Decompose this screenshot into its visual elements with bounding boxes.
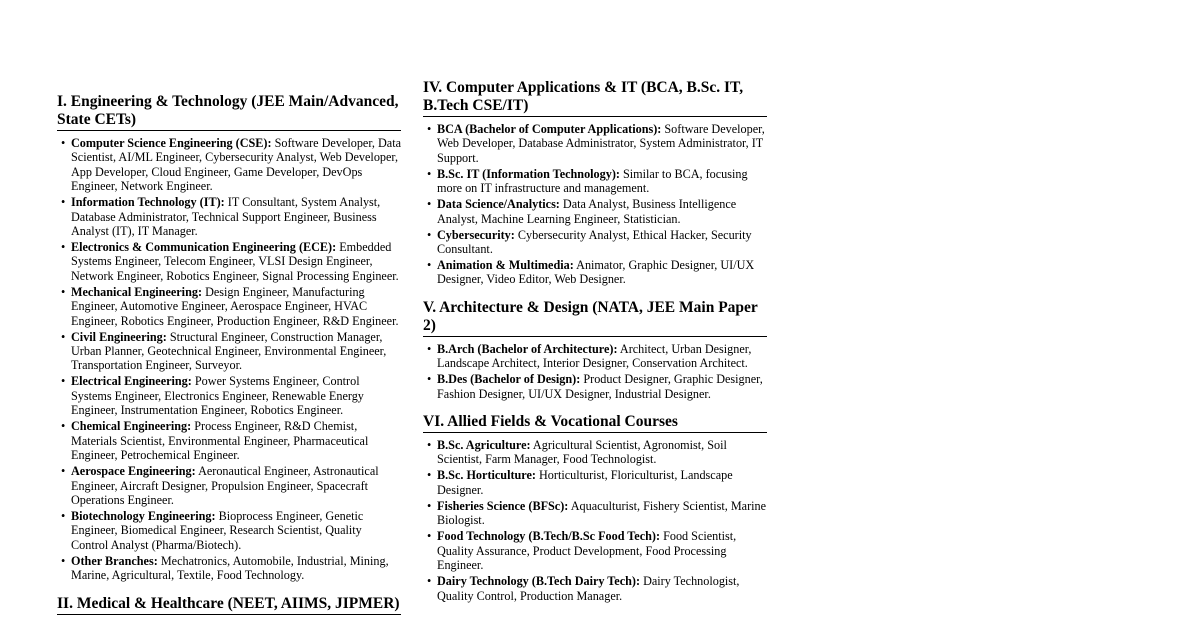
item-term: Chemical Engineering:: [71, 419, 192, 434]
item-description: Embedded Systems Engineer, Telecom Engineer, VLSI Design Engineer, Network Engineer, Robotics Engineer, Signal Processing Engineer.: [71, 240, 399, 283]
item-description: Software Developer, Data Scientist, AI/ML Engineer, Cybersecurity Analyst, Web Developer, App Developer, Cloud Engineer, Game Developer, DevOps Engineer, Network Engineer.: [71, 136, 401, 194]
item-description: Cybersecurity Analyst, Ethical Hacker, Security Consultant.: [437, 227, 752, 257]
item-term: Food Technology (B.Tech/B.Sc Food Tech):: [437, 529, 661, 544]
item-description: Data Analyst, Business Intelligence Analyst, Machine Learning Engineer, Statistician.: [437, 197, 737, 226]
item-description: Design Engineer, Manufacturing Engineer, Automotive Engineer, Aerospace Engineer, HVAC Engineer, Robotics Engineer, Production Engineer, R&D Engineer.: [71, 284, 399, 328]
bullet-icon: •: [427, 498, 432, 513]
list-item: [423, 228, 767, 257]
list-item: [57, 509, 401, 552]
list-item: [423, 574, 767, 603]
bullet-icon: •: [427, 529, 432, 544]
section-heading: IV. Computer Applications & IT (BCA, B.Sc. IT, B.Tech CSE/IT): [423, 79, 767, 117]
bullet-icon: •: [61, 240, 66, 255]
item-term: Electronics & Communication Engineering (ECE):: [71, 240, 337, 255]
item-description: Aquaculturist, Fishery Scientist, Marine Biologist.: [437, 498, 767, 528]
bullet-icon: •: [427, 122, 432, 136]
career-list: [423, 342, 767, 401]
item-description: Food Scientist, Quality Assurance, Product Development, Food Processing Engineer.: [437, 529, 737, 573]
bullet-icon: •: [61, 464, 66, 479]
list-item: [57, 419, 401, 462]
list-item: [423, 438, 767, 467]
section-vi-allied-fields-vocational-courses: [423, 413, 767, 603]
left-column: [57, 93, 401, 626]
item-description: Horticulturist, Floriculturist, Landscape Designer.: [437, 468, 733, 497]
career-list: [423, 122, 767, 287]
item-term: Data Science/Analytics:: [437, 197, 560, 212]
item-description: Process Engineer, R&D Chemist, Materials Scientist, Environmental Engineer, Pharmaceutical Engineer, Petrochemical Engineer.: [71, 419, 369, 463]
item-description: Dairy Technologist, Quality Control, Production Manager.: [437, 574, 740, 603]
bullet-icon: •: [427, 166, 432, 181]
item-term: B.Sc. IT (Information Technology):: [437, 166, 620, 181]
bullet-icon: •: [61, 419, 66, 434]
section-ii-medical-healthcare-neet-aiims-jipmer: [57, 595, 401, 615]
item-term: Information Technology (IT):: [71, 195, 225, 210]
item-term: Cybersecurity:: [437, 227, 515, 242]
bullet-icon: •: [427, 574, 432, 589]
item-term: Animation & Multimedia:: [437, 258, 574, 273]
bullet-icon: •: [61, 284, 66, 299]
bullet-icon: •: [427, 341, 432, 356]
item-term: Mechanical Engineering:: [71, 284, 203, 299]
list-item: [57, 136, 401, 194]
list-item: [57, 195, 401, 238]
item-description: Structural Engineer, Construction Manager, Urban Planner, Geotechnical Engineer, Environmental Engineer, Transportation Engineer, Surveyor.: [71, 329, 387, 373]
list-item: [57, 330, 401, 373]
item-description: IT Consultant, System Analyst, Database Administrator, Technical Support Engineer, Business Analyst (IT), IT Manager.: [71, 195, 381, 239]
item-description: Architect, Urban Designer, Landscape Architect, Interior Designer, Conservation Architect.: [437, 341, 752, 371]
item-term: B.Des (Bachelor of Design):: [437, 372, 581, 387]
item-description: Mechatronics, Automobile, Industrial, Mining, Marine, Agricultural, Textile, Food Technology.: [71, 553, 389, 583]
list-item: [423, 468, 767, 497]
bullet-icon: •: [61, 136, 66, 150]
list-item: [423, 372, 767, 401]
item-description: Animator, Graphic Designer, UI/UX Designer, Video Editor, Web Designer.: [437, 258, 755, 287]
bullet-icon: •: [61, 374, 66, 389]
list-item: [57, 554, 401, 583]
item-description: Agricultural Scientist, Agronomist, Soil Scientist, Farm Manager, Food Technologist.: [437, 438, 727, 467]
item-term: Aerospace Engineering:: [71, 464, 196, 479]
bullet-icon: •: [427, 438, 432, 453]
item-description: Bioprocess Engineer, Genetic Engineer, Biomedical Engineer, Research Scientist, Quality Control Analyst (Pharma/Biotech).: [71, 508, 364, 552]
item-term: Dairy Technology (B.Tech Dairy Tech):: [437, 574, 641, 589]
item-description: Aeronautical Engineer, Astronautical Engineer, Aircraft Designer, Propulsion Engineer, Spacecraft Operations Engineer.: [71, 464, 379, 507]
bullet-icon: •: [427, 197, 432, 212]
list-item: [57, 374, 401, 417]
section-heading: I. Engineering & Technology (JEE Main/Advanced, State CETs): [57, 93, 401, 131]
bullet-icon: •: [61, 508, 66, 523]
item-term: Electrical Engineering:: [71, 374, 192, 389]
bullet-icon: •: [427, 468, 432, 483]
section-i-engineering-technology-jee-main-advanc: [57, 93, 401, 583]
list-item: [57, 285, 401, 328]
bullet-icon: •: [61, 553, 66, 568]
bullet-icon: •: [427, 227, 432, 242]
list-item: [57, 464, 401, 507]
bullet-icon: •: [61, 329, 66, 344]
section-heading: V. Architecture & Design (NATA, JEE Main Paper 2): [423, 299, 767, 337]
item-term: B.Sc. Agriculture:: [437, 438, 531, 453]
item-term: BCA (Bachelor of Computer Applications):: [437, 122, 662, 136]
list-item: [423, 529, 767, 572]
list-item: [423, 197, 767, 226]
list-item: [423, 258, 767, 287]
item-term: Civil Engineering:: [71, 329, 167, 344]
list-item: [57, 240, 401, 283]
list-item: [423, 167, 767, 196]
bullet-icon: •: [427, 372, 432, 387]
section-v-architecture-design-nata-jee-main-pape: [423, 299, 767, 401]
item-description: Power Systems Engineer, Control Systems Engineer, Electronics Engineer, Renewable Energy Engineer, Instrumentation Engineer, Robotics Engineer.: [71, 374, 364, 418]
right-column: [423, 79, 767, 615]
bullet-icon: •: [61, 195, 66, 210]
item-term: Computer Science Engineering (CSE):: [71, 136, 272, 150]
item-term: Fisheries Science (BFSc):: [437, 498, 569, 513]
item-term: Biotechnology Engineering:: [71, 508, 216, 523]
section-heading: II. Medical & Healthcare (NEET, AIIMS, JIPMER): [57, 595, 401, 615]
career-list: [57, 136, 401, 583]
item-term: Other Branches:: [71, 553, 158, 568]
list-item: [423, 122, 767, 165]
item-term: B.Sc. Horticulture:: [437, 468, 536, 483]
career-list: [423, 438, 767, 603]
bullet-icon: •: [427, 258, 432, 273]
item-description: Product Designer, Graphic Designer, Fashion Designer, UI/UX Designer, Industrial Designer.: [437, 372, 763, 401]
section-heading: VI. Allied Fields & Vocational Courses: [423, 413, 767, 433]
list-item: [423, 342, 767, 371]
item-description: Software Developer, Web Developer, Database Administrator, System Administrator, IT Support.: [437, 122, 765, 165]
item-term: B.Arch (Bachelor of Architecture):: [437, 341, 618, 356]
list-item: [423, 499, 767, 528]
item-description: Similar to BCA, focusing more on IT infrastructure and management.: [437, 166, 748, 196]
section-iv-computer-applications-it-bca-b-sc-it-: [423, 79, 767, 287]
